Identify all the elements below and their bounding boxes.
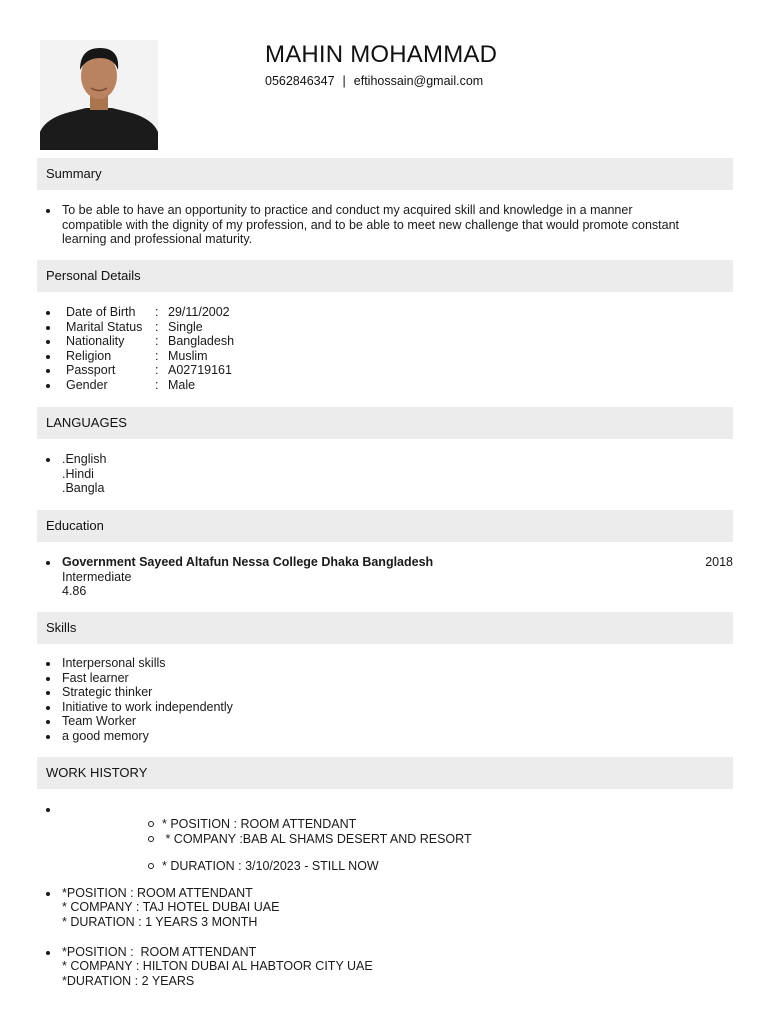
work-company: * COMPANY : TAJ HOTEL DUBAI UAE [62, 900, 280, 915]
work-item [0, 886, 768, 930]
section-header-work-history: WORK HISTORY [37, 757, 733, 789]
personal-label: Nationality [66, 334, 125, 349]
skills-list [0, 656, 768, 744]
language-item [0, 452, 768, 496]
personal-value: 29/11/2002 [168, 305, 230, 319]
work-company: * COMPANY :BAB AL SHAMS DESERT AND RESORT [62, 832, 768, 847]
personal-row-gender: Gender : Male [0, 378, 768, 393]
education-list [0, 555, 768, 599]
languages-list [0, 452, 768, 496]
personal-value: Muslim [168, 348, 208, 363]
section-header-skills: Skills [37, 612, 733, 644]
education-school: Government Sayeed Altafun Nessa College Dhaka Bangladesh [62, 555, 434, 569]
language-bangla: .Bangla [62, 481, 105, 496]
personal-row-nationality: Nationality : Bangladesh [0, 334, 768, 349]
education-year: 2018 [705, 555, 733, 569]
personal-value: Bangladesh [168, 334, 235, 349]
education-gpa: 4.86 [62, 584, 87, 599]
personal-value: Single [168, 319, 203, 334]
work-position: *POSITION : ROOM ATTENDANT [62, 944, 257, 959]
work-position: * POSITION : ROOM ATTENDANT [62, 817, 768, 832]
skill-item: Interpersonal skills [0, 656, 768, 671]
section-header-personal-details: Personal Details [37, 260, 733, 292]
work-duration: *DURATION : 2 YEARS [62, 973, 195, 988]
section-header-education: Education [37, 510, 733, 542]
work-company: * COMPANY : HILTON DUBAI AL HABTOOR CITY UAE [62, 959, 373, 974]
work-item [0, 945, 768, 989]
contact-line [265, 73, 483, 89]
summary-text: To be able to have an opportunity to practice and conduct my acquired skill and knowledge in a manner compatible with the dignity of my profession, and to be able to meet new challenge that would promote constant learning and professional maturity. [0, 203, 688, 247]
work-duration: * DURATION : 1 YEARS 3 MONTH [62, 914, 258, 929]
personal-value: Male [168, 377, 196, 392]
section-header-summary: Summary [37, 158, 733, 190]
language-english: .English [62, 452, 107, 466]
section-header-languages: LANGUAGES [37, 407, 733, 439]
language-hindi: .Hindi [62, 466, 94, 481]
skill-item: a good memory [0, 729, 768, 744]
education-level: Intermediate [62, 569, 132, 584]
work-position: *POSITION : ROOM ATTENDANT [62, 885, 253, 900]
candidate-name: MAHIN MOHAMMAD [265, 41, 498, 68]
contact-separator: | [342, 74, 346, 88]
profile-photo [40, 40, 158, 150]
skill-item: Team Worker [0, 714, 768, 729]
personal-row-marital-status: Marital Status : Single [0, 320, 768, 335]
work-duration: * DURATION : 3/10/2023 - STILL NOW [62, 859, 768, 874]
work-item [0, 802, 768, 874]
personal-label: Passport [66, 363, 116, 378]
education-item [0, 555, 768, 599]
personal-details-list [0, 305, 768, 393]
personal-label: Date of Birth [66, 305, 136, 319]
personal-value: A02719161 [168, 363, 232, 378]
phone-number: 0562846347 [265, 74, 335, 88]
work-history-list [0, 802, 768, 988]
email-address[interactable]: eftihossain@gmail.com [353, 74, 484, 88]
personal-row-passport: Passport : A02719161 [0, 363, 768, 378]
skill-item: Fast learner [0, 671, 768, 686]
personal-label: Marital Status [66, 319, 143, 334]
skill-item: Strategic thinker [0, 685, 768, 700]
summary-section [0, 203, 768, 247]
personal-row-religion: Religion : Muslim [0, 349, 768, 364]
skill-item: Initiative to work independently [0, 700, 768, 715]
personal-label: Gender [66, 377, 108, 392]
profile-photo-image [40, 40, 158, 150]
personal-label: Religion [66, 348, 112, 363]
personal-row-dob: Date of Birth : 29/11/2002 [0, 305, 768, 320]
